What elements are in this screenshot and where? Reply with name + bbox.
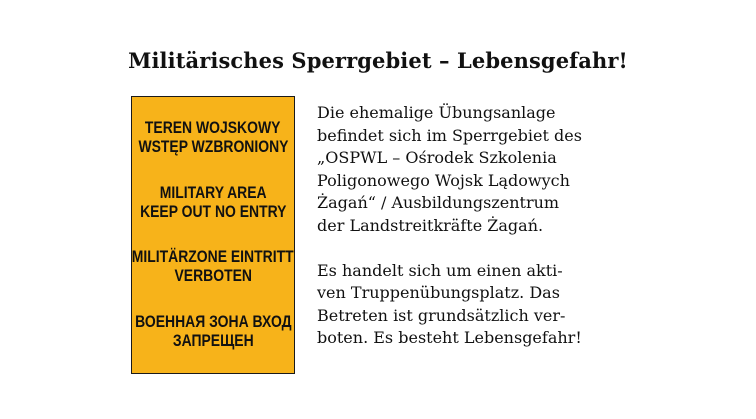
paragraph-line: Es handelt sich um einen akti- xyxy=(317,260,563,280)
sign-text-line: ЗАПРЕЩЕН xyxy=(172,330,254,350)
paragraph-line: Die ehemalige Übungsanlage xyxy=(317,103,556,122)
sign-text-block xyxy=(124,183,303,221)
paragraph-line: Żagań“ / Ausbildungszentrum xyxy=(317,193,560,212)
paragraph-line: befindet sich im Sperrgebiet des xyxy=(317,125,582,145)
sign-text-block xyxy=(114,247,311,285)
warning-sign-image xyxy=(131,96,295,374)
paragraph xyxy=(317,102,637,237)
paragraph-line: Poligonowego Wojsk Lądowych xyxy=(317,170,570,190)
paragraph-line: „OSPWL – Ośrodek Szkolenia xyxy=(317,148,557,167)
sign-text-line: VERBOTEN xyxy=(174,266,252,286)
sign-text-line: TEREN WOJSKOWY xyxy=(145,118,281,138)
paragraph-line: ven Truppenübungsplatz. Das xyxy=(317,283,560,302)
paragraph-line: der Landstreitkräfte Żagań. xyxy=(317,215,544,235)
page-title: Militärisches Sperrgebiet – Lebensgefahr! xyxy=(128,48,628,73)
sign-text-block xyxy=(118,312,309,350)
sign-text-line: MILITÄRZONE EINTRITT xyxy=(132,247,294,267)
paragraph xyxy=(317,260,637,350)
sign-text-line: WSTĘP WZBRONIONY xyxy=(138,137,289,157)
sign-text-line: KEEP OUT NO ENTRY xyxy=(139,201,287,221)
body-text xyxy=(317,102,637,350)
sign-text-line: ВОЕННАЯ ЗОНА ВХОД xyxy=(134,311,292,331)
paragraph-line: Betreten ist grundsätzlich ver- xyxy=(317,305,566,325)
sign-text-line: MILITARY AREA xyxy=(159,182,267,202)
paragraph-line: boten. Es besteht Lebensgefahr! xyxy=(317,328,582,347)
sign-text-block xyxy=(122,118,305,156)
